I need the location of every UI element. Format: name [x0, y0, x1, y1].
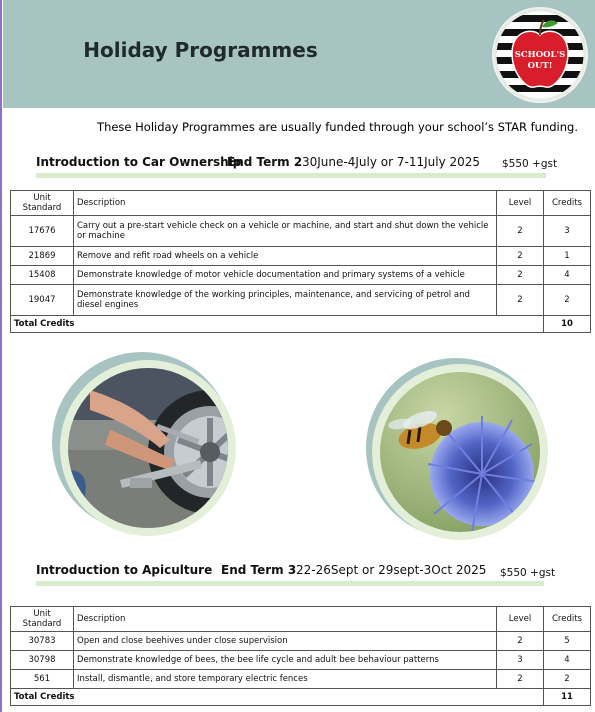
credits-cell: 4 — [544, 651, 591, 670]
table-row — [11, 266, 591, 285]
bee-thistle-illustration — [372, 364, 548, 540]
level-cell: 2 — [497, 632, 544, 651]
table-row — [11, 247, 591, 266]
description-cell: Demonstrate knowledge of motor vehicle documentation and primary systems of a vehicle — [74, 266, 497, 285]
description-cell: Install, dismantle, and store temporary electric fences — [74, 670, 497, 689]
schools-out-logo — [492, 7, 588, 103]
table-row — [11, 651, 591, 670]
header-level: Level — [497, 607, 544, 632]
schools-out-logo-graphic — [492, 7, 588, 103]
table-row — [11, 632, 591, 651]
unit-standards-table — [10, 190, 591, 333]
table-row — [11, 285, 591, 316]
header-credits: Credits — [544, 191, 591, 216]
level-cell: 2 — [497, 285, 544, 316]
level-cell: 2 — [497, 247, 544, 266]
course-dates: 30June-4July or 7-11July 2025 — [302, 155, 481, 169]
svg-text:SCHOOL'S: SCHOOL'S — [514, 50, 566, 60]
tyre-change-illustration — [60, 360, 236, 536]
course-term: End Term 3 — [221, 563, 297, 577]
unit-standard-cell: 17676 — [11, 216, 74, 247]
header-unit-standard: Unit Standard — [11, 191, 74, 216]
course-name: Introduction to Car Ownership — [36, 155, 242, 169]
unit-standard-cell: 30783 — [11, 632, 74, 651]
header-credits: Credits — [544, 607, 591, 632]
description-cell: Carry out a pre-start vehicle check on a vehicle or machine, and start and shut down the vehicle or machine — [74, 216, 497, 247]
course-heading — [36, 155, 576, 173]
level-cell: 2 — [497, 266, 544, 285]
level-cell: 3 — [497, 651, 544, 670]
total-row — [11, 316, 591, 333]
unit-standard-cell: 30798 — [11, 651, 74, 670]
course-term: End Term 2 — [227, 155, 303, 169]
table-header-row — [11, 191, 591, 216]
course-price: $550 +gst — [502, 158, 558, 170]
tyre-change-photo — [60, 360, 236, 536]
table-header-row — [11, 607, 591, 632]
total-label: Total Credits — [11, 316, 544, 333]
credits-cell: 1 — [544, 247, 591, 266]
course-name: Introduction to Apiculture — [36, 563, 213, 577]
table-row — [11, 670, 591, 689]
header-level: Level — [497, 191, 544, 216]
credits-cell: 2 — [544, 285, 591, 316]
credits-cell: 3 — [544, 216, 591, 247]
unit-standard-cell: 561 — [11, 670, 74, 689]
header-description: Description — [74, 607, 497, 632]
unit-standard-cell: 19047 — [11, 285, 74, 316]
table-row — [11, 216, 591, 247]
course-price: $550 +gst — [500, 567, 556, 579]
header-description: Description — [74, 191, 497, 216]
course-heading — [36, 563, 576, 581]
unit-standard-cell: 15408 — [11, 266, 74, 285]
total-credits-value: 10 — [544, 316, 591, 333]
svg-text:OUT!: OUT! — [527, 61, 553, 71]
page-title: Holiday Programmes — [83, 38, 318, 62]
course-dates: 22-26Sept or 29sept-3Oct 2025 — [296, 563, 487, 577]
bee-on-thistle-photo — [372, 364, 548, 540]
description-cell: Remove and refit road wheels on a vehicle — [74, 247, 497, 266]
unit-standards-table — [10, 606, 591, 706]
description-cell: Demonstrate knowledge of bees, the bee life cycle and adult bee behaviour patterns — [74, 651, 497, 670]
header-unit-standard: Unit Standard — [11, 607, 74, 632]
description-cell: Demonstrate knowledge of the working principles, maintenance, and servicing of petrol and diesel engines — [74, 285, 497, 316]
funding-note: These Holiday Programmes are usually funded through your school’s STAR funding. — [97, 120, 578, 134]
credits-cell: 5 — [544, 632, 591, 651]
credits-cell: 2 — [544, 670, 591, 689]
description-cell: Open and close beehives under close supervision — [74, 632, 497, 651]
heading-underline — [36, 173, 546, 178]
total-credits-value: 11 — [544, 689, 591, 706]
total-label: Total Credits — [11, 689, 544, 706]
heading-underline — [36, 581, 544, 586]
unit-standard-cell: 21869 — [11, 247, 74, 266]
level-cell: 2 — [497, 216, 544, 247]
credits-cell: 4 — [544, 266, 591, 285]
total-row — [11, 689, 591, 706]
left-edge-bar — [0, 0, 2, 712]
level-cell: 2 — [497, 670, 544, 689]
